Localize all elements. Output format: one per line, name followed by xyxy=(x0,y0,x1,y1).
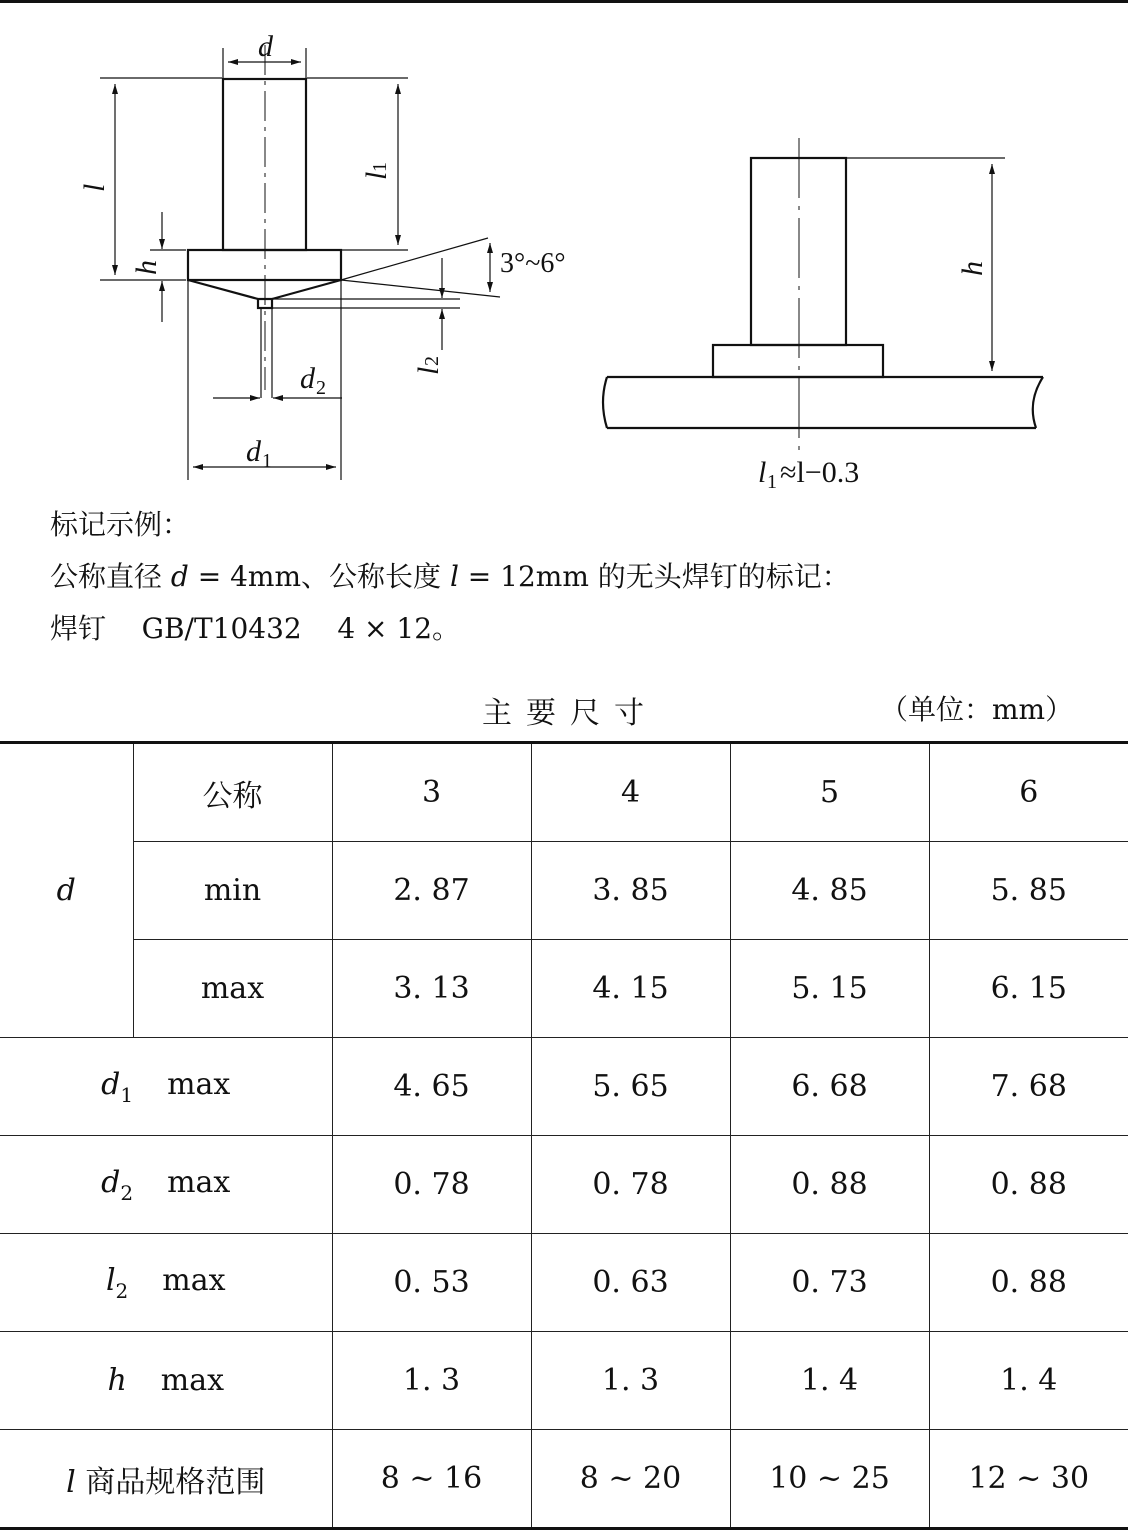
table-cell: 0. 88 xyxy=(929,1234,1128,1332)
h-header: h max xyxy=(0,1332,332,1430)
label-angle: 3°~6° xyxy=(500,248,566,279)
table-row xyxy=(0,1038,1128,1136)
table-caption-row xyxy=(0,688,1128,732)
table-cell: 6. 68 xyxy=(730,1038,929,1136)
label-l1: l xyxy=(360,171,393,180)
marking-line1 xyxy=(50,557,850,597)
min-label: min xyxy=(133,842,332,940)
l2-header: $l_2$ max xyxy=(0,1234,332,1332)
label-h: h xyxy=(130,260,163,275)
table-cell: 12 ~ 30 xyxy=(929,1430,1128,1529)
left-view xyxy=(188,45,341,398)
table-cell: 10 ~ 25 xyxy=(730,1430,929,1529)
d-header: d xyxy=(0,743,133,1038)
table-cell: 8 ~ 16 xyxy=(332,1430,531,1529)
label-d1-sub: 1 xyxy=(262,450,272,472)
table-cell: 0. 73 xyxy=(730,1234,929,1332)
table-row xyxy=(0,1332,1128,1430)
table-unit: （单位：mm） xyxy=(880,693,1074,726)
table-cell: 3 xyxy=(332,743,531,842)
dimensions-table xyxy=(0,741,1128,1530)
table-cell: 0. 78 xyxy=(332,1136,531,1234)
table-cell: 1. 3 xyxy=(531,1332,730,1430)
table-cell: 2. 87 xyxy=(332,842,531,940)
table-cell: 8 ~ 20 xyxy=(531,1430,730,1529)
label-d: d xyxy=(258,30,273,63)
formula-rest: ≈l−0.3 xyxy=(780,456,860,489)
table-row xyxy=(0,1430,1128,1529)
formula-l: l xyxy=(758,456,767,489)
label-l2: l xyxy=(412,366,445,375)
table-cell: 1. 4 xyxy=(730,1332,929,1430)
right-view xyxy=(603,138,1043,452)
table-cell: 7. 68 xyxy=(929,1038,1128,1136)
table-cell: 3. 85 xyxy=(531,842,730,940)
table-row xyxy=(0,940,1128,1038)
label-l: l xyxy=(78,183,111,192)
table-cell: 3. 13 xyxy=(332,940,531,1038)
label-l1-sub: 1 xyxy=(369,162,391,172)
table-cell: 5. 15 xyxy=(730,940,929,1038)
table-cell: 0. 78 xyxy=(531,1136,730,1234)
table-cell: 0. 88 xyxy=(730,1136,929,1234)
table-cell: 4. 85 xyxy=(730,842,929,940)
table-cell: 6 xyxy=(929,743,1128,842)
marking-line1-l: l xyxy=(449,560,459,593)
l-range-header: l 商品规格范围 xyxy=(0,1430,332,1529)
label-d2: d xyxy=(300,362,315,395)
label-d2-sub: 2 xyxy=(316,377,326,399)
label-l2-sub: 2 xyxy=(421,356,443,366)
table-cell: 0. 63 xyxy=(531,1234,730,1332)
marking-line1-mid: = 4mm、公称长度 xyxy=(188,560,450,593)
marking-line2: 焊钉 GB/T10432 4 × 12。 xyxy=(50,612,461,645)
d2-header: $d_2$ max xyxy=(0,1136,332,1234)
table-cell: 6. 15 xyxy=(929,940,1128,1038)
label-d1: d xyxy=(246,435,261,468)
marking-line1-d: d xyxy=(170,560,189,593)
table-cell: 4 xyxy=(531,743,730,842)
max-label: max xyxy=(133,940,332,1038)
table-cell: 0. 88 xyxy=(929,1136,1128,1234)
marking-line1-post: = 12mm 的无头焊钉的标记： xyxy=(458,560,850,593)
table-cell: 5 xyxy=(730,743,929,842)
table-cell: 1. 3 xyxy=(332,1332,531,1430)
formula-sub: 1 xyxy=(767,471,777,493)
nominal-label: 公称 xyxy=(133,743,332,842)
weld-stud-drawing xyxy=(0,0,1128,500)
table-cell: 0. 53 xyxy=(332,1234,531,1332)
marking-line1-pre: 公称直径 xyxy=(50,560,171,593)
table-cell: 5. 85 xyxy=(929,842,1128,940)
table-row xyxy=(0,743,1128,842)
table-cell: 1. 4 xyxy=(929,1332,1128,1430)
table-row xyxy=(0,842,1128,940)
table-cell: 4. 65 xyxy=(332,1038,531,1136)
table-cell: 5. 65 xyxy=(531,1038,730,1136)
table-cell: 4. 15 xyxy=(531,940,730,1038)
table-row xyxy=(0,1136,1128,1234)
d1-header: $d_1$ max xyxy=(0,1038,332,1136)
table-title: 主要尺寸 xyxy=(482,696,658,731)
marking-title: 标记示例： xyxy=(50,508,191,541)
table-row xyxy=(0,1234,1128,1332)
label-h-right: h xyxy=(956,261,989,276)
